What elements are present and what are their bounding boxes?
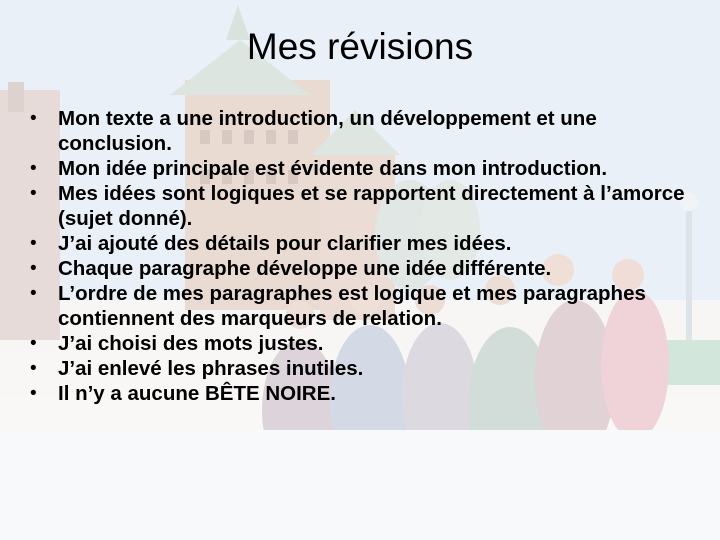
list-item <box>28 181 688 231</box>
bullet-text: Mon texte a une introduction, un développement et une conclusion. <box>58 107 597 155</box>
bullet-list <box>28 106 688 406</box>
bullet-icon: • <box>30 383 37 404</box>
list-item <box>28 356 688 381</box>
slide-title: Mes révisions <box>246 26 474 67</box>
list-item <box>28 281 688 331</box>
bullet-icon: • <box>30 258 37 279</box>
bullet-text: J’ai choisi des mots justes. <box>58 332 324 355</box>
bullet-icon: • <box>30 233 37 254</box>
list-item <box>28 381 688 406</box>
bullet-text: Mon idée principale est évidente dans mon introduction. <box>58 157 608 180</box>
bullet-text: Chaque paragraphe développe une idée différente. <box>58 257 552 280</box>
bullet-icon: • <box>30 333 37 354</box>
bullet-icon: • <box>30 358 37 379</box>
bullet-text: Il n’y a aucune BÊTE NOIRE. <box>58 382 336 405</box>
bullet-icon: • <box>30 158 37 179</box>
bullet-text: J’ai enlevé les phrases inutiles. <box>58 357 364 380</box>
bullet-text: Mes idées sont logiques et se rapportent directement à l’amorce (sujet donné). <box>58 182 685 230</box>
list-item <box>28 106 688 156</box>
bullet-icon: • <box>30 283 37 304</box>
bullet-text: J’ai ajouté des détails pour clarifier mes idées. <box>58 232 512 255</box>
bullet-text: L’ordre de mes paragraphes est logique et mes paragraphes contiennent des marqueurs de relation. <box>58 282 646 330</box>
list-item <box>28 256 688 281</box>
list-item <box>28 231 688 256</box>
bullet-icon: • <box>30 108 37 129</box>
list-item <box>28 156 688 181</box>
bullet-icon: • <box>30 183 37 204</box>
list-item <box>28 331 688 356</box>
